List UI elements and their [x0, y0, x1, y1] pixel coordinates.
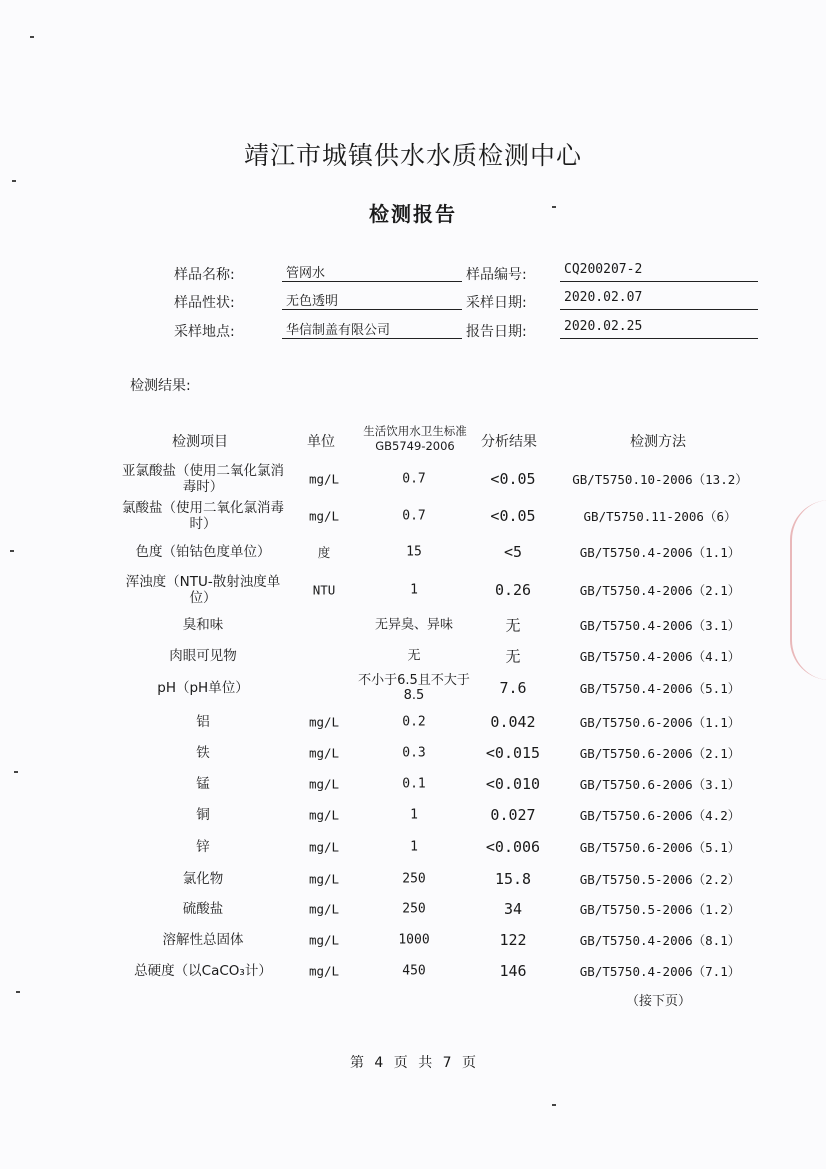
- row-standard: 1: [410, 839, 418, 855]
- sampling-date-value: 2020.02.07: [560, 290, 758, 310]
- row-result: 15.8: [494, 870, 532, 888]
- row-item: 肉眼可见物: [169, 648, 237, 664]
- sample-name-label: 样品名称:: [174, 267, 235, 283]
- row-unit: mg/L: [308, 508, 340, 524]
- row-item: 溶解性总固体: [162, 932, 244, 948]
- header-item: 检测项目: [172, 434, 228, 450]
- row-result: 7.6: [499, 679, 527, 697]
- row-standard: 250: [402, 901, 426, 917]
- scan-speck: [14, 771, 18, 773]
- section-title: 检测结果:: [130, 378, 191, 394]
- row-standard: 无异臭、异味: [374, 617, 453, 633]
- report-date-value: 2020.02.25: [560, 319, 758, 339]
- row-result: <0.006: [485, 838, 541, 856]
- row-method: GB/T5750.6-2006（4.2）: [579, 808, 741, 823]
- row-method: GB/T5750.5-2006（2.2）: [579, 872, 741, 887]
- row-method: GB/T5750.4-2006（4.1）: [579, 649, 741, 664]
- row-item: 铝: [196, 714, 210, 730]
- scan-speck: [552, 1104, 556, 1106]
- row-method: GB/T5750.10-2006（13.2）: [572, 472, 748, 487]
- row-method: GB/T5750.4-2006（1.1）: [579, 545, 741, 560]
- row-result: <0.05: [490, 470, 536, 488]
- scan-speck: [12, 180, 16, 182]
- row-result: 0.042: [490, 713, 536, 731]
- row-method: GB/T5750.4-2006（3.1）: [579, 618, 741, 633]
- row-item: pH（pH单位）: [157, 680, 249, 696]
- row-unit: NTU: [312, 582, 336, 598]
- row-unit: mg/L: [308, 871, 340, 887]
- row-result: 146: [499, 962, 527, 980]
- row-unit: mg/L: [308, 471, 340, 487]
- row-unit: mg/L: [308, 807, 340, 823]
- report-title: 检测报告: [369, 202, 457, 226]
- row-unit: mg/L: [308, 963, 340, 979]
- row-method: GB/T5750.4-2006（5.1）: [579, 681, 741, 696]
- row-unit: mg/L: [308, 776, 340, 792]
- row-item: 氯酸盐（使用二氧化氯消毒时）: [122, 500, 284, 532]
- row-item: 铜: [196, 807, 210, 823]
- row-standard: 15: [406, 544, 422, 560]
- sample-property-label: 样品性状:: [174, 295, 235, 311]
- row-unit: mg/L: [308, 839, 340, 855]
- row-method: GB/T5750.4-2006（8.1）: [579, 933, 741, 948]
- row-standard: 0.7: [402, 471, 426, 487]
- row-item: 总硬度（以CaCO₃计）: [134, 963, 272, 979]
- row-method: GB/T5750.5-2006（1.2）: [579, 902, 741, 917]
- row-method: GB/T5750.6-2006（1.1）: [579, 715, 741, 730]
- row-standard: 1: [410, 807, 418, 823]
- row-method: GB/T5750.4-2006（7.1）: [579, 964, 741, 979]
- sample-property-value: 无色透明: [282, 290, 462, 310]
- row-item: 臭和味: [182, 617, 224, 633]
- scan-speck: [16, 991, 20, 993]
- row-unit: mg/L: [308, 901, 340, 917]
- row-standard: 0.1: [402, 776, 426, 792]
- row-result: <0.015: [485, 744, 541, 762]
- row-unit: 度: [317, 545, 331, 560]
- row-result: 无: [505, 616, 521, 635]
- row-standard: 0.2: [402, 714, 426, 730]
- scan-speck: [30, 36, 34, 38]
- row-item: 硫酸盐: [182, 901, 224, 917]
- sampling-date-label: 采样日期:: [466, 295, 527, 311]
- row-method: GB/T5750.11-2006（6）: [583, 509, 737, 524]
- header-standard: 生活饮用水卫生标准GB5749-2006: [363, 424, 467, 453]
- row-result: <5: [503, 543, 523, 561]
- report-date-label: 报告日期:: [466, 324, 527, 340]
- row-item: 浑浊度（NTU-散射浊度单位）: [125, 574, 281, 606]
- seal-stamp-edge: [790, 500, 826, 680]
- row-item: 铁: [196, 745, 210, 761]
- row-unit: mg/L: [308, 714, 340, 730]
- continued-note: （接下页）: [626, 994, 692, 1009]
- row-item: 锌: [196, 839, 210, 855]
- row-standard: 无: [407, 648, 421, 664]
- sample-no-label: 样品编号:: [466, 267, 527, 283]
- row-standard: 不小于6.5且不大于8.5: [358, 673, 470, 703]
- row-standard: 1000: [398, 932, 430, 948]
- header-unit: 单位: [307, 434, 335, 450]
- row-unit: mg/L: [308, 932, 340, 948]
- row-standard: 0.3: [402, 745, 426, 761]
- header-method: 检测方法: [630, 434, 686, 450]
- row-method: GB/T5750.6-2006（3.1）: [579, 777, 741, 792]
- row-result: <0.05: [490, 507, 536, 525]
- row-method: GB/T5750.4-2006（2.1）: [579, 583, 741, 598]
- row-standard: 1: [410, 582, 418, 598]
- sampling-place-value: 华信制盖有限公司: [282, 319, 462, 339]
- row-result: 无: [505, 647, 521, 666]
- row-result: <0.010: [485, 775, 541, 793]
- row-result: 34: [503, 900, 523, 918]
- header-result: 分析结果: [481, 434, 537, 450]
- row-standard: 0.7: [402, 508, 426, 524]
- row-item: 色度（铂钴色度单位）: [135, 544, 271, 560]
- page-number: 第 4 页 共 7 页: [349, 1055, 477, 1071]
- sample-name-value: 管网水: [282, 262, 462, 282]
- row-result: 0.26: [494, 581, 532, 599]
- organization-name: 靖江市城镇供水水质检测中心: [243, 141, 582, 170]
- row-item: 氯化物: [182, 871, 224, 887]
- sample-no-value: CQ200207-2: [560, 262, 758, 282]
- row-unit: mg/L: [308, 745, 340, 761]
- row-standard: 250: [402, 871, 426, 887]
- sampling-place-label: 采样地点:: [174, 324, 235, 340]
- row-result: 0.027: [490, 806, 536, 824]
- row-method: GB/T5750.6-2006（2.1）: [579, 746, 741, 761]
- scan-speck: [10, 550, 14, 552]
- row-item: 亚氯酸盐（使用二氧化氯消毒时）: [122, 463, 284, 495]
- row-method: GB/T5750.6-2006（5.1）: [579, 840, 741, 855]
- row-result: 122: [499, 931, 527, 949]
- row-standard: 450: [402, 963, 426, 979]
- row-item: 锰: [196, 776, 210, 792]
